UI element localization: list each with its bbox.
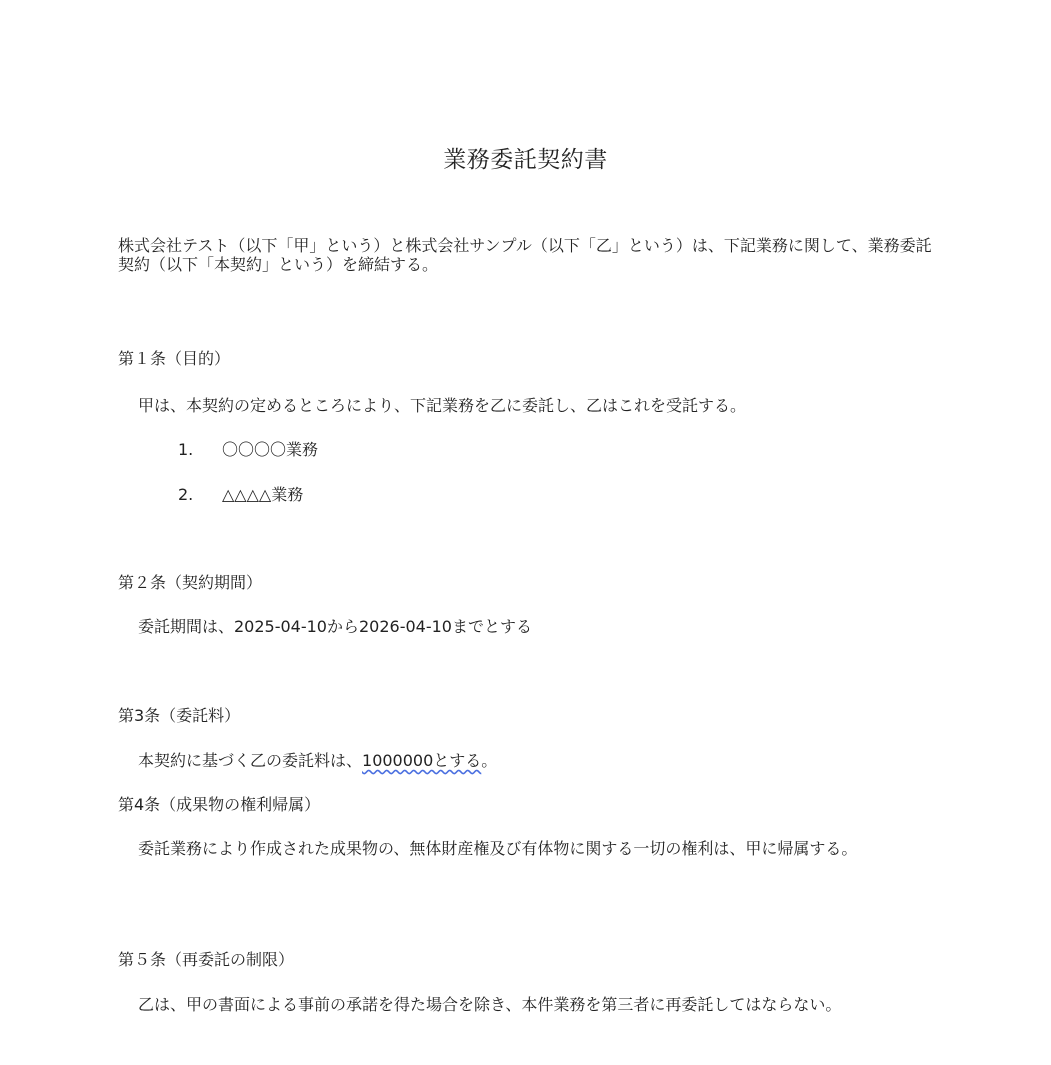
- list-item-number: 1.: [178, 440, 194, 459]
- list-item-text: 〇〇〇〇業務: [222, 440, 319, 459]
- article-3-body: [118, 751, 943, 770]
- article-4-body: 委託業務により作成された成果物の、無体財産権及び有体物に関する一切の権利は、甲に帰属する。: [138, 839, 858, 858]
- article-3-body-prefix: 本契約に基づく乙の委託料は、: [138, 751, 363, 770]
- list-item-number: 2.: [178, 485, 194, 504]
- document-title: 業務委託契約書: [443, 147, 608, 173]
- preamble-paragraph: 株式会社テスト（以下「甲」という）と株式会社サンプル（以下「乙」という）は、下記業務に関して、業務委託契約（以下「本契約」という）を締結する。: [118, 236, 932, 274]
- list-item: [178, 485, 303, 505]
- article-1-body: 甲は、本契約の定めるところにより、下記業務を乙に委託し、乙はこれを受託する。: [138, 396, 747, 415]
- article-5-body: 乙は、甲の書面による事前の承諾を得た場合を除き、本件業務を第三者に再委託してはならない。: [138, 995, 842, 1014]
- article-4-heading: 第4条（成果物の権利帰属）: [118, 795, 321, 814]
- article-2-heading: 第２条（契約期間）: [118, 573, 263, 592]
- article-2-body: 委託期間は、2025-04-10から2026-04-10までとする: [138, 617, 532, 636]
- spellcheck-marked-text[interactable]: 1000000とする: [362, 751, 482, 770]
- list-item: [178, 440, 318, 460]
- article-1-heading: 第１条（目的）: [118, 349, 231, 368]
- article-5-heading: 第５条（再委託の制限）: [118, 950, 295, 969]
- article-3-body-suffix: 。: [481, 751, 498, 770]
- list-item-text: △△△△業務: [222, 485, 304, 504]
- article-3-heading: 第3条（委託料）: [118, 706, 241, 725]
